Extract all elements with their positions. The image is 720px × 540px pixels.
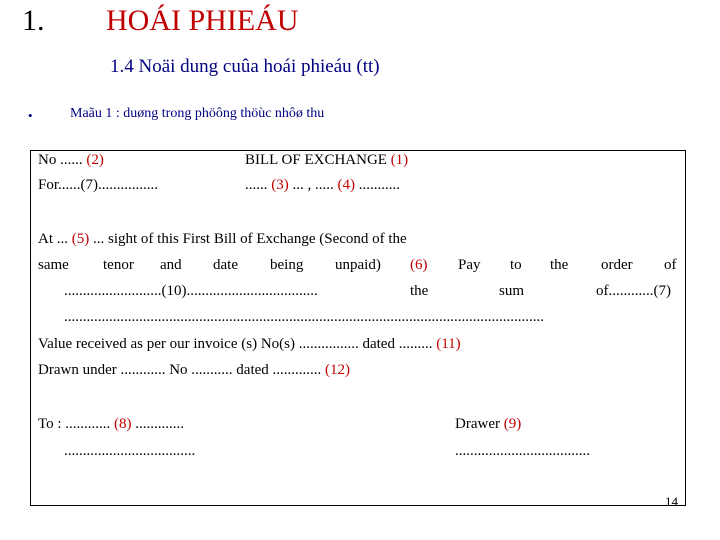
- ref-12: (12): [325, 362, 351, 378]
- sight-text: ... sight of this First Bill of Exchange (Second of the: [89, 231, 407, 247]
- drawer-signature-dots: ....................................: [455, 443, 590, 459]
- for-dots: ................: [98, 177, 159, 193]
- to-line: [38, 416, 184, 433]
- slide-title: HOÁI PHIEÁU: [106, 4, 299, 37]
- bill-no-label: No ......: [38, 152, 87, 168]
- drawee-signature-dots: ...................................: [64, 443, 196, 459]
- the-word: the: [410, 283, 429, 299]
- ref-7-for: (7): [80, 177, 99, 193]
- ref-10: (10): [161, 283, 187, 299]
- bill-for-line: [38, 177, 158, 194]
- bill-title: BILL OF EXCHANGE: [245, 152, 391, 168]
- sum-word: sum: [499, 283, 525, 299]
- slide-subtitle: 1.4 Noäi dung cuûa hoái phieáu (tt): [110, 56, 380, 77]
- page-number: 14: [665, 494, 678, 509]
- of-dots: of............: [596, 283, 654, 299]
- to-dots: .............: [131, 416, 185, 432]
- order-dots-2: ...................................: [186, 283, 318, 299]
- tenor-tenor: tenor: [103, 257, 134, 273]
- place-dots: ......: [245, 177, 272, 193]
- bill-title-line: [245, 152, 408, 169]
- at-sight-line: [38, 231, 407, 248]
- ref-2: (2): [86, 152, 104, 168]
- value-received-line: [38, 336, 461, 353]
- tenor-pay: Pay: [458, 257, 481, 273]
- order-line: [64, 283, 318, 300]
- place-date-line: [245, 177, 400, 194]
- ref-6: (6): [410, 257, 428, 273]
- ref-7: (7): [653, 283, 671, 299]
- drawn-text: Drawn under ............ No ........... dated .............: [38, 362, 326, 378]
- tenor-being: being: [270, 257, 304, 273]
- order-dots: ..........................: [64, 283, 162, 299]
- drawn-under-line: [38, 362, 350, 379]
- at-label: At ...: [38, 231, 72, 247]
- tenor-date: date: [213, 257, 238, 273]
- ref-4: (4): [337, 177, 355, 193]
- slide-number: 1.: [22, 4, 45, 37]
- drawer-line: [455, 416, 521, 433]
- value-text: Value received as per our invoice (s) No(s) ................ dated .........: [38, 336, 437, 352]
- year-dots: ...........: [355, 177, 400, 193]
- tenor-and: and: [160, 257, 182, 273]
- tenor-unpaid: unpaid): [335, 257, 381, 273]
- tenor-the: the: [550, 257, 569, 273]
- amount-words-dots: ................................................................................................................................: [64, 309, 544, 325]
- bullet-text: Maãu 1 : duøng trong phöông thöùc nhôø thu: [70, 106, 325, 121]
- ref-8: (8): [114, 416, 132, 432]
- ref-1: (1): [390, 152, 409, 168]
- ref-9: (9): [503, 416, 522, 432]
- tenor-to: to: [510, 257, 522, 273]
- ref-5: (5): [71, 231, 90, 247]
- ref-3: (3): [271, 177, 289, 193]
- to-label: To : ............: [38, 416, 115, 432]
- of-sum-line: [596, 283, 671, 300]
- for-label: For......: [38, 177, 81, 193]
- bullet-icon: •: [28, 108, 33, 123]
- tenor-of: of: [664, 257, 677, 273]
- ref-11: (11): [436, 336, 461, 352]
- drawer-label: Drawer: [455, 416, 504, 432]
- tenor-order: order: [601, 257, 633, 273]
- date-dots: ... , .....: [288, 177, 338, 193]
- bill-no-line: [38, 152, 104, 169]
- tenor-same: same: [38, 257, 69, 273]
